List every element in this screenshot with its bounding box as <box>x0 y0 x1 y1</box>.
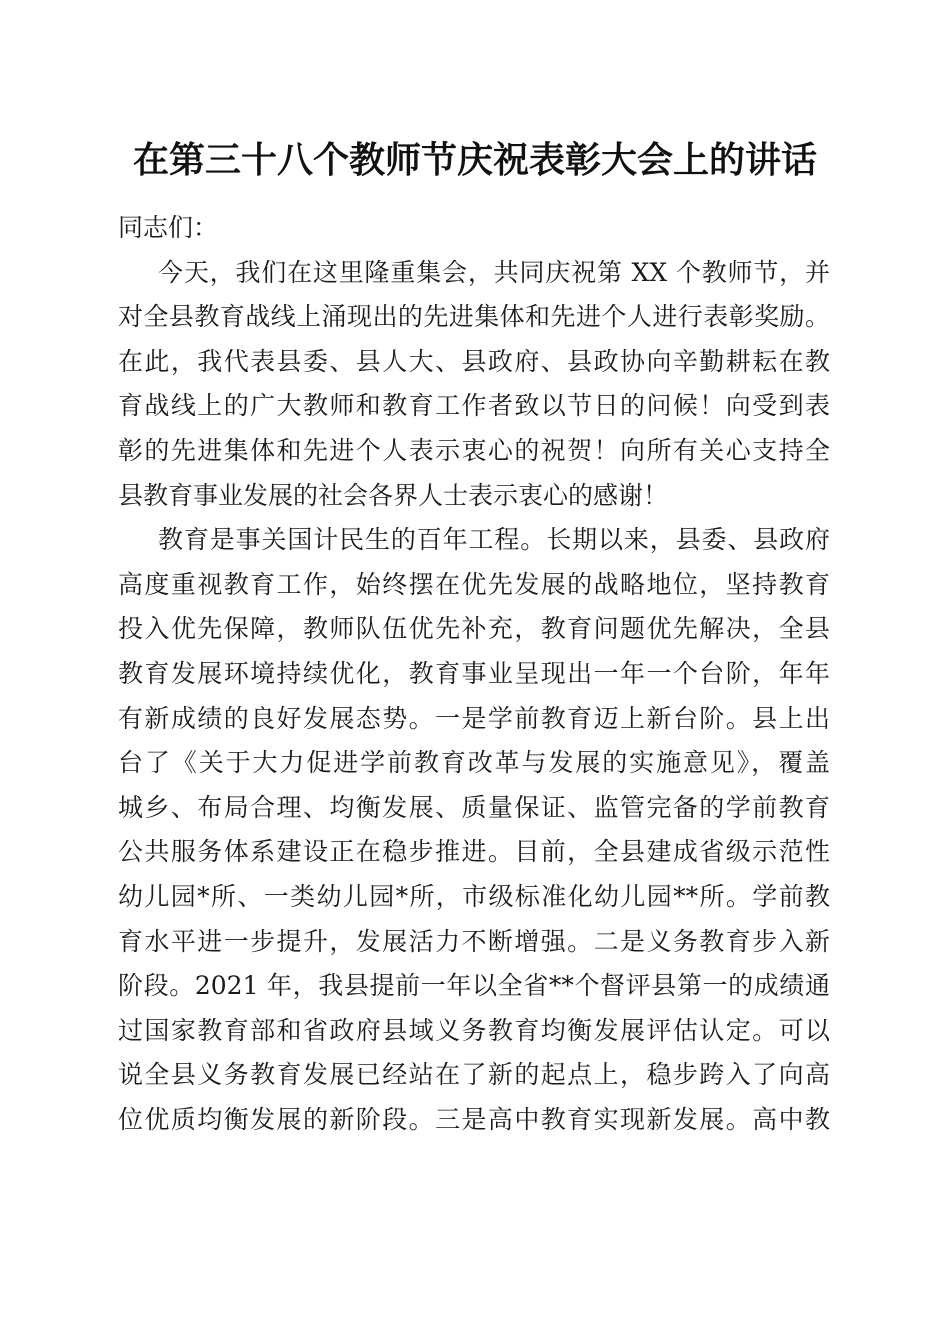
paragraph-line: 投入优先保障，教师队伍优先补充，教育问题优先解决，全县 <box>118 614 830 644</box>
document-title: 在第三十八个教师节庆祝表彰大会上的讲话 <box>132 139 817 181</box>
paragraph-line: 幼儿园*所、一类幼儿园*所，市级标准化幼儿园**所。学前教 <box>118 881 830 911</box>
paragraph-line: 对全县教育战线上涌现出的先进集体和先进个人进行表彰奖励。 <box>118 302 830 332</box>
paragraph-line: 有新成绩的良好发展态势。一是学前教育迈上新台阶。县上出 <box>118 703 830 733</box>
paragraph-line: 县教育事业发展的社会各界人士表示衷心的感谢！ <box>118 480 669 510</box>
paragraph-line: 教育是事关国计民生的百年工程。长期以来，县委、县政府 <box>158 525 830 555</box>
paragraph-line: 在此，我代表县委、县人大、县政府、县政协向辛勤耕耘在教 <box>118 346 830 376</box>
paragraph-line: 说全县义务教育发展已经站在了新的起点上，稳步跨入了向高 <box>118 1060 830 1090</box>
paragraph-line: 位优质均衡发展的新阶段。三是高中教育实现新发展。高中教 <box>118 1104 830 1134</box>
paragraph-line: 公共服务体系建设正在稳步推进。目前，全县建成省级示范性 <box>118 837 830 867</box>
salutation: 同志们： <box>118 213 219 242</box>
paragraph-line: 教育发展环境持续优化，教育事业呈现出一年一个台阶，年年 <box>118 658 830 688</box>
paragraph-line: 高度重视教育工作，始终摆在优先发展的战略地位，坚持教育 <box>118 569 830 599</box>
paragraph-2 <box>118 518 830 1142</box>
paragraph-line: 今天，我们在这里隆重集会，共同庆祝第 XX 个教师节，并 <box>158 257 830 287</box>
paragraph-line: 城乡、布局合理、均衡发展、质量保证、监管完备的学前教育 <box>118 792 830 822</box>
paragraph-line: 育战线上的广大教师和教育工作者致以节日的问候！向受到表 <box>118 391 830 421</box>
paragraph-line: 育水平进一步提升，发展活力不断增强。二是义务教育步入新 <box>118 926 830 956</box>
paragraph-line: 阶段。2021 年，我县提前一年以全省**个督评县第一的成绩通 <box>118 971 830 1001</box>
paragraph-1 <box>118 251 830 519</box>
paragraph-line: 台了《关于大力促进学前教育改革与发展的实施意见》，覆盖 <box>118 748 830 778</box>
paragraph-line: 过国家教育部和省政府县域义务教育均衡发展评估认定。可以 <box>118 1015 830 1045</box>
paragraph-line: 彰的先进集体和先进个人表示衷心的祝贺！向所有关心支持全 <box>118 435 830 465</box>
document-body <box>118 206 830 1142</box>
